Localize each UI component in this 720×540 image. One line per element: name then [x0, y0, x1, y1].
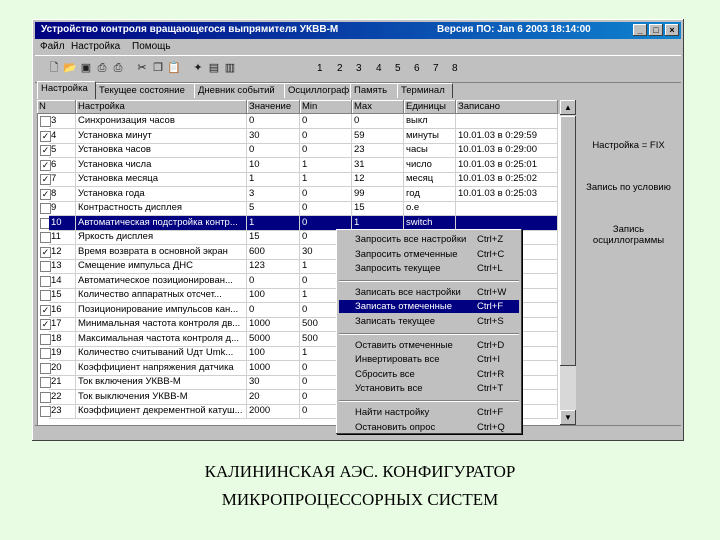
cell-name: Коэффициент напряжения датчика [76, 361, 247, 376]
menu-item-label: Запросить все настройки [355, 234, 467, 245]
menu-item-label: Записать все настройки [355, 286, 461, 298]
conditional-record-button[interactable]: Запись по условию [586, 182, 671, 193]
cell-min: 0 [300, 303, 352, 318]
context-menu-item[interactable] [339, 353, 519, 366]
cell-name: Ток выключения УКВВ-М [76, 390, 247, 405]
row-checkbox[interactable]: ✓ [41, 246, 50, 257]
toolbar-number-6[interactable]: 6 [414, 63, 420, 74]
toolbar-number-5[interactable]: 5 [395, 63, 401, 74]
tab-memory[interactable]: Память [350, 83, 398, 98]
menu-item-label: Найти настройку [355, 407, 430, 418]
cell-n: 4 [49, 129, 76, 144]
menu-separator [339, 280, 519, 282]
menu-item-shortcut: Ctrl+T [477, 383, 504, 395]
row-checkbox[interactable]: ✓ [41, 188, 50, 199]
cell-name: Максимальная частота контроля д... [76, 332, 247, 347]
table-row[interactable] [37, 114, 557, 129]
version-label: Версия ПО: Jan 6 2003 18:14:00 [437, 24, 591, 35]
menu-item-label: Записать текущее [355, 316, 436, 327]
save-icon[interactable]: ▣ [80, 62, 92, 74]
vertical-scrollbar[interactable] [560, 100, 576, 425]
cell-n: 8 [49, 187, 76, 202]
cell-saved [456, 114, 558, 129]
cell-min: 0 [300, 187, 352, 202]
cell-name: Автоматическое позиционирован... [76, 274, 247, 289]
row-checkbox[interactable]: ✓ [41, 130, 50, 141]
cell-min: 0 [300, 129, 352, 144]
cell-min: 1 [300, 259, 352, 274]
connect-icon[interactable]: ✦ [193, 62, 203, 74]
cell-min: 30 [300, 245, 352, 260]
cell-unit: число [404, 158, 456, 173]
cell-saved: 10.01.03 в 0:29:00 [456, 143, 558, 158]
cell-max: 15 [352, 201, 404, 216]
maximize-button[interactable]: □ [649, 24, 663, 36]
cell-value: 0 [247, 143, 300, 158]
cell-min: 0 [300, 404, 352, 419]
close-button[interactable]: × [665, 24, 679, 36]
cell-min: 0 [300, 201, 352, 216]
cell-saved [456, 201, 558, 216]
menu-item-label: Инвертировать все [355, 354, 440, 366]
menu-item-label: Установить все [355, 383, 423, 395]
cell-n: 3 [49, 114, 76, 129]
cell-value: 0 [247, 274, 300, 289]
cell-n: 5 [49, 143, 76, 158]
cell-name: Установка часов [76, 143, 247, 158]
cell-value: 0 [247, 303, 300, 318]
new-icon[interactable]: 🗋 [49, 62, 59, 74]
cell-name: Установка минут [76, 129, 247, 144]
table-row[interactable] [37, 143, 557, 158]
menu-item-label: Запросить отмеченные [355, 248, 458, 260]
cell-n: 20 [49, 361, 76, 376]
cell-max: 12 [352, 172, 404, 187]
cell-name: Минимальная частота контроля дв... [76, 317, 247, 332]
tab-current-state[interactable]: Текущее состояние [95, 83, 195, 98]
header-max[interactable]: Max [352, 100, 404, 114]
context-menu-item[interactable] [339, 233, 519, 246]
cell-n: 23 [49, 404, 76, 419]
cell-max: 0 [352, 114, 404, 129]
scroll-up-icon[interactable]: ▲ [560, 100, 576, 115]
caption-line-2: МИКРОПРОЦЕССОРНЫХ СИСТЕМ [221, 490, 499, 509]
cell-n: 15 [49, 288, 76, 303]
menu-item-shortcut: Ctrl+R [477, 368, 505, 380]
table-row[interactable] [37, 187, 557, 202]
tab-bar [35, 82, 681, 98]
cell-n: 11 [49, 230, 76, 245]
menu-item-shortcut: Ctrl+S [477, 316, 504, 327]
cell-value: 30 [247, 375, 300, 390]
context-menu-item[interactable] [339, 262, 519, 275]
menu-item-shortcut: Ctrl+L [477, 263, 503, 275]
scroll-thumb[interactable] [560, 116, 576, 366]
table-header [37, 100, 576, 114]
row-checkbox[interactable]: ✓ [41, 174, 50, 184]
cell-value: 3 [247, 187, 300, 202]
cell-unit: switch [404, 216, 456, 231]
table-row[interactable] [37, 129, 557, 144]
cell-min: 1 [300, 172, 352, 187]
cell-unit: год [404, 187, 456, 202]
row-checkbox[interactable]: ✓ [41, 159, 50, 170]
read-icon[interactable]: ▤ [208, 62, 220, 74]
cell-name: Яркость дисплея [76, 230, 247, 245]
header-units[interactable]: Единицы [404, 100, 456, 114]
cell-name: Позиционирование импульсов кан... [76, 303, 247, 318]
cell-saved: 10.01.03 в 0:29:59 [456, 129, 558, 144]
toolbar-number-2[interactable]: 2 [337, 63, 343, 74]
open-icon[interactable]: 📂 [63, 62, 77, 74]
menu-item-shortcut: Ctrl+F [477, 301, 504, 313]
menu-file[interactable]: Файл [40, 41, 65, 52]
menu-settings[interactable]: Настройка [71, 41, 121, 52]
menu-separator [339, 333, 519, 335]
menu-item-label: Записать отмеченные [355, 301, 452, 313]
cell-value: 600 [247, 245, 300, 260]
cell-value: 10 [247, 158, 300, 173]
cell-min: 0 [300, 375, 352, 390]
cell-min: 0 [300, 216, 352, 231]
cell-unit: минуты [404, 129, 456, 144]
cell-value: 1 [247, 172, 300, 187]
menu-item-label: Остановить опрос [355, 421, 436, 433]
cell-min: 0 [300, 361, 352, 376]
cell-min: 500 [300, 332, 352, 347]
cell-n: 9 [49, 201, 76, 216]
cell-value: 0 [247, 114, 300, 129]
cell-value: 1000 [247, 361, 300, 376]
context-menu-item[interactable] [339, 406, 519, 419]
header-value[interactable]: Значение [247, 100, 300, 114]
cell-min: 0 [300, 114, 352, 129]
cell-name: Время возврата в основной экран [76, 245, 247, 260]
context-menu-item[interactable] [339, 339, 519, 352]
print-preview-icon[interactable]: ⎙ [97, 62, 107, 74]
caption-line-1: КАЛИНИНСКАЯ АЭС. КОНФИГУРАТОР [204, 462, 516, 481]
minimize-button[interactable]: _ [633, 24, 647, 36]
menu-item-shortcut: Ctrl+W [477, 286, 507, 298]
cell-name: Коэффициент декрементной катуш... [76, 404, 247, 419]
cell-min: 0 [300, 274, 352, 289]
row-checkbox[interactable]: ✓ [41, 145, 50, 155]
menu-help[interactable]: Помощь [132, 41, 171, 52]
cell-name: Установка месяца [76, 172, 247, 187]
table-row[interactable] [37, 158, 557, 173]
cell-value: 5 [247, 201, 300, 216]
cell-unit: часы [404, 143, 456, 158]
cell-n: 16 [49, 303, 76, 318]
cell-n: 14 [49, 274, 76, 289]
cell-unit: выкл [404, 114, 456, 129]
cell-min: 1 [300, 288, 352, 303]
cell-value: 1 [247, 216, 300, 231]
context-menu-item[interactable] [339, 382, 519, 395]
cell-value: 100 [247, 346, 300, 361]
cell-n: 17 [49, 317, 76, 332]
cell-name: Установка числа [76, 158, 247, 173]
cell-min: 1 [300, 158, 352, 173]
cell-value: 5000 [247, 332, 300, 347]
cell-name: Количество считываний Uдт Umk... [76, 346, 247, 361]
tab-settings[interactable]: Настройка [37, 81, 96, 99]
cell-unit: о.е [404, 201, 456, 216]
cell-max: 59 [352, 129, 404, 144]
toolbar-number-8[interactable]: 8 [452, 63, 458, 74]
menu-item-shortcut: Ctrl+Z [477, 234, 504, 245]
title-bar[interactable] [35, 22, 681, 39]
side-panel [578, 100, 679, 425]
cell-n: 19 [49, 346, 76, 361]
cell-value: 100 [247, 288, 300, 303]
cell-name: Контрастность дисплея [76, 201, 247, 216]
menu-item-shortcut: Ctrl+D [477, 339, 505, 351]
header-n[interactable]: N [37, 100, 76, 114]
cell-value: 30 [247, 129, 300, 144]
menu-item-shortcut: Ctrl+Q [477, 421, 505, 433]
record-oscillogram-button[interactable]: Запись осциллограммы [592, 224, 665, 246]
row-checkbox[interactable]: ✓ [41, 304, 50, 315]
write-icon[interactable]: ▥ [224, 62, 236, 74]
cell-n: 12 [49, 245, 76, 260]
cell-name: Ток включения УКВВ-М [76, 375, 247, 390]
cell-min: 0 [300, 230, 352, 245]
cell-max: 31 [352, 158, 404, 173]
cell-saved: 10.01.03 в 0:25:03 [456, 187, 558, 202]
cut-icon[interactable]: ✂ [137, 62, 147, 74]
cell-n: 10 [49, 216, 76, 231]
toolbar-number-7[interactable]: 7 [433, 63, 439, 74]
cell-value: 123 [247, 259, 300, 274]
menu-separator [339, 400, 519, 402]
cell-value: 20 [247, 390, 300, 405]
header-min[interactable]: Min [300, 100, 352, 114]
menu-item-label: Сбросить все [355, 368, 415, 380]
toolbar-number-4[interactable]: 4 [376, 63, 382, 74]
window-title: Устройство контроля вращающегося выпрямителя УКВВ-М [41, 24, 339, 35]
menu-item-shortcut: Ctrl+I [477, 354, 500, 366]
menu-item-shortcut: Ctrl+F [477, 407, 504, 418]
cell-max: 23 [352, 143, 404, 158]
scroll-down-icon[interactable]: ▼ [560, 410, 576, 425]
menu-item-label: Оставить отмеченные [355, 339, 453, 351]
cell-value: 2000 [247, 404, 300, 419]
cell-n: 13 [49, 259, 76, 274]
cell-min: 1 [300, 346, 352, 361]
paste-icon[interactable]: 📋 [167, 62, 181, 74]
cell-n: 22 [49, 390, 76, 405]
cell-min: 500 [300, 317, 352, 332]
cell-n: 21 [49, 375, 76, 390]
cell-name: Количество аппаратных отсчет... [76, 288, 247, 303]
cell-name: Установка года [76, 187, 247, 202]
context-menu-item[interactable] [339, 286, 519, 299]
menu-item-label: Запросить текущее [355, 263, 441, 275]
header-saved[interactable]: Записано [456, 100, 558, 114]
cell-min: 0 [300, 390, 352, 405]
cell-name: Смещение импульса ДНС [76, 259, 247, 274]
cell-n: 7 [49, 172, 76, 187]
cell-unit: месяц [404, 172, 456, 187]
toolbar-number-3[interactable]: 3 [356, 63, 362, 74]
fix-settings-button[interactable]: Настройка = FIX [592, 140, 665, 151]
cell-max: 99 [352, 187, 404, 202]
cell-n: 18 [49, 332, 76, 347]
context-menu-item[interactable] [339, 368, 519, 381]
context-menu-item[interactable] [339, 315, 519, 328]
cell-name: Синхронизация часов [76, 114, 247, 129]
context-menu-item[interactable] [339, 300, 519, 313]
header-setting[interactable]: Настройка [76, 100, 247, 114]
context-menu-item[interactable] [339, 248, 519, 261]
copy-icon[interactable]: ❐ [153, 62, 163, 74]
tab-event-log[interactable]: Дневник событий [194, 83, 285, 98]
menu-item-shortcut: Ctrl+C [477, 248, 505, 260]
table-row[interactable] [37, 216, 557, 231]
cell-n: 6 [49, 158, 76, 173]
table-row[interactable] [37, 172, 557, 187]
menu-bar [35, 40, 681, 54]
toolbar [35, 55, 681, 83]
cell-name: Автоматическая подстройка контр... [76, 216, 247, 231]
cell-min: 0 [300, 143, 352, 158]
cell-saved: 10.01.03 в 0:25:02 [456, 172, 558, 187]
cell-value: 1000 [247, 317, 300, 332]
table-row[interactable] [37, 201, 557, 216]
print-icon[interactable]: ⎙ [113, 62, 123, 74]
tab-oscilloscope[interactable]: Осциллограф [284, 83, 351, 98]
cell-value: 15 [247, 230, 300, 245]
cell-max: 1 [352, 216, 404, 231]
row-checkbox[interactable]: ✓ [41, 319, 50, 329]
toolbar-number-1[interactable]: 1 [317, 63, 323, 74]
cell-saved: 10.01.03 в 0:25:01 [456, 158, 558, 173]
tab-terminal[interactable]: Терминал [397, 83, 453, 98]
context-menu-item[interactable] [339, 421, 519, 434]
context-menu [336, 229, 522, 434]
